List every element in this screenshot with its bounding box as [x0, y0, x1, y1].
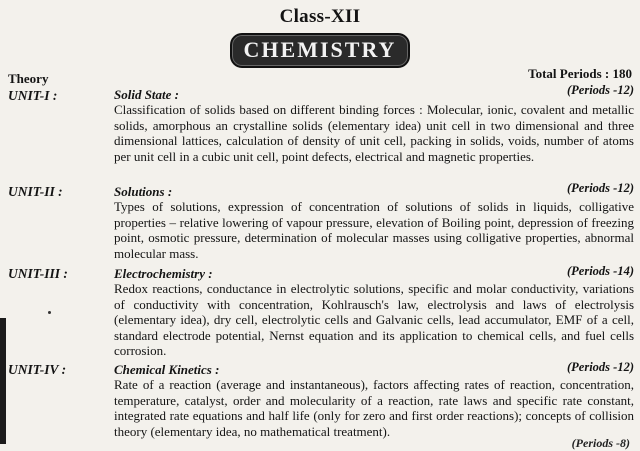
- theory-label: Theory: [8, 71, 49, 86]
- subject-badge: CHEMISTRY: [230, 33, 411, 68]
- unit-text-1: Classification of solids based on different binding forces : Molecular, ionic, covalent and metallic solids, amorphous an crystalline solids (elementary idea) unit cell in two dimensional and three dimensional lattices, calculation of density of unit cell, packing in solids, voids, number of atoms per unit cell in a cubic unit cell, point defects, electrical and magnetic properties.: [114, 102, 634, 164]
- unit-title-2: Solutions :: [114, 184, 173, 199]
- unit-label-2: UNIT-II :: [8, 184, 63, 199]
- unit-periods-3: (Periods -14): [567, 264, 634, 278]
- total-periods: Total Periods : 180: [528, 66, 632, 81]
- unit-title-4: Chemical Kinetics :: [114, 362, 220, 377]
- unit-title-3: Electrochemistry :: [114, 266, 213, 281]
- unit-block-2: [114, 181, 634, 261]
- unit-periods-2: (Periods -12): [567, 181, 634, 195]
- unit-block-4: [114, 362, 634, 439]
- unit-block-1: [114, 83, 634, 164]
- class-title: Class-XII: [279, 6, 361, 27]
- unit-periods-1: (Periods -12): [567, 83, 634, 97]
- unit-label-3: UNIT-III :: [8, 266, 68, 281]
- unit-periods-4: (Periods -12): [567, 360, 634, 374]
- unit-label-1: UNIT-I :: [8, 88, 58, 103]
- unit-block-3: [114, 266, 634, 359]
- page-edge-mark: [0, 318, 6, 444]
- unit-text-3: Redox reactions, conductance in electrolytic solutions, specific and molar conductivity, variations of conductivity with concentration, Kohlrausch's law, electrolysis and laws of electrolysis (elementary idea), dry cell, electrolytic cells and Galvanic cells, lead accumulator, EMF of a cell, standard electrode potential, Nernst equation and its application to chemical cells, and fuel cells corrosion.: [114, 281, 634, 359]
- unit-label-4: UNIT-IV :: [8, 362, 67, 377]
- stray-dot: [48, 311, 51, 314]
- unit-title-1: Solid State :: [114, 87, 180, 102]
- unit-text-2: Types of solutions, expression of concentration of solutions of solids in liquids, colligative properties – relative lowering of vapour pressure, elevation of Boiling point, depression of freezing point, osmotic pressure, determination of molecular masses using colligative properties, abnormal molecular mass.: [114, 199, 634, 261]
- next-unit-periods-stub: (Periods -8): [571, 436, 630, 450]
- subject-heading: [0, 33, 640, 68]
- unit-text-4: Rate of a reaction (average and instantaneous), factors affecting rates of reaction, concentration, temperature, catalyst, order and molecularity of a reaction, rate laws and specific rate constant, integrated rate equations and half life (only for zero and first order reactions); concepts of collision theory (elementary idea, no mathematical treatment).: [114, 377, 634, 439]
